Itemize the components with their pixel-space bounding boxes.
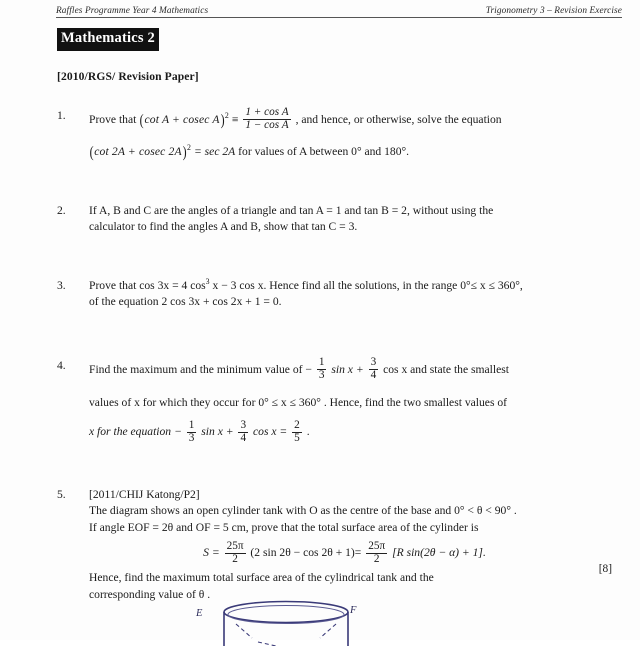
q4-fraction-2-denominator: 4 [370,369,377,382]
figure-label-f: F [350,605,357,616]
q3-cos-power: 3 [205,277,210,287]
q4-fraction-4-numerator: 3 [240,418,247,431]
q1-expr-2-rhs: = sec 2A [193,145,236,159]
cylinder-dashed-left [236,624,252,638]
q4-text-b: sin x + [331,363,364,377]
q4-fraction-5-denominator: 5 [294,431,300,444]
q1-fraction-numerator: 1 + cos A [245,106,289,119]
q5-fraction-1-numerator: 25π [226,539,244,552]
question-2-number: 2. [57,204,66,217]
q1-expr-2-inner: cot 2A + cosec 2A [94,145,182,159]
q1-text-b: , and hence, or otherwise, solve the equation [295,113,502,127]
q1-expr-2-paren-open: ( [89,143,94,161]
q3-text-b: x − 3 cos x. Hence find all the solutions, in the range 0°≤ x ≤ 360°, [212,279,523,292]
q1-line-2-tail: for values of A between 0° and 180°. [238,145,410,159]
q4-line3-text-a: x for the equation − [89,425,182,439]
q4-fraction-3-numerator: 1 [188,418,195,431]
question-5-marks: [8] [598,563,612,575]
question-5-line-2: If angle EOF = 2θ and OF = 5 cm, prove that the total surface area of the cylinder is [89,520,479,534]
q1-text-a: Prove that [89,113,137,127]
q4-fraction-4-denominator: 4 [240,431,247,444]
q4-fraction-3 [187,420,197,445]
q3-text-a: Prove that cos 3x = 4 cos [89,279,206,292]
question-4-line-1 [89,358,626,383]
q4-line3-text-c: cos x = [253,425,288,439]
question-4-line-3 [89,420,626,445]
q4-fraction-2 [369,357,379,382]
q5-fraction-2 [366,541,387,566]
question-3-number: 3. [57,279,66,292]
header-right-text: Trigonometry 3 – Revision Exercise [485,6,622,16]
q4-fraction-5-numerator: 2 [294,418,300,431]
cylinder-dashed-right [320,624,336,638]
question-5-number: 5. [57,488,66,501]
q1-expr-2-paren-close: ) [182,143,187,161]
q1-paren-open: ( [139,111,144,129]
q4-fraction-1-numerator: 1 [318,356,325,369]
q5-fraction-1-denominator: 2 [225,553,246,566]
question-4-body [89,358,626,445]
cylinder-svg [206,600,366,646]
question-2-line-1: If A, B and C are the angles of a triangle and tan A = 1 and tan B = 2, without using the [89,204,494,217]
q4-fraction-3-denominator: 3 [188,431,195,444]
q5-fraction-1 [225,541,246,566]
question-1-body [89,108,626,164]
question-3-body [89,278,626,311]
q1-expr-1-inner: cot A + cosec A [144,113,220,127]
q1-expr-2-power: 2 [186,143,192,153]
paper-source-tag: [2010/RGS/ Revision Paper] [57,70,199,83]
question-1-line-1 [89,108,626,133]
q4-fraction-1 [317,357,327,382]
question-5-line-3: Hence, find the maximum total surface area of the cylindrical tank and the [89,571,434,585]
question-2-line-2: calculator to find the angles A and B, show that tan C = 3. [89,220,358,234]
q5-eq-lhs: S = [203,546,220,560]
cylinder-diagram [206,600,366,646]
q5-fraction-2-denominator: 2 [366,553,387,566]
question-2 [57,203,626,236]
page-running-header [56,6,622,18]
page-title: Mathematics 2 [57,28,159,51]
question-3-line-2: of the equation 2 cos 3x + cos 2x + 1 = 0. [89,295,282,309]
question-4-line-2: values of x for which they occur for 0° ≤ x ≤ 360° . Hence, find the two smallest values of [89,395,508,409]
q4-fraction-1-denominator: 3 [318,369,325,382]
q4-line3-period: . [306,425,310,439]
header-left-text: Raffles Programme Year 4 Mathematics [56,6,209,16]
question-5-line-4: corresponding value of θ . [89,587,211,601]
q4-fraction-5 [292,420,302,445]
q4-text-a: Find the maximum and the minimum value of − [89,363,312,377]
q5-eq-middle: (2 sin 2θ − cos 2θ + 1)= [250,546,362,560]
q5-eq-tail: [R sin(2θ − α) + 1]. [392,546,486,560]
question-3-line-1 [89,278,626,294]
question-5 [57,487,626,603]
question-3 [57,278,626,311]
q4-fraction-2-numerator: 3 [370,356,377,369]
question-5-equation [63,541,626,566]
question-5-body [89,487,626,603]
q1-expr-1-power: 2 [224,111,229,121]
q1-equiv-sign: ≡ [231,113,239,127]
q1-paren-close: ) [220,111,225,129]
question-2-body [89,203,626,236]
question-1-line-2 [89,142,626,164]
q4-fraction-4 [238,420,248,445]
question-5-line-1: The diagram shows an open cylinder tank with O as the centre of the base and 0° < θ < 90° . [89,504,517,518]
q4-text-c: cos x and state the smallest [383,363,509,377]
q1-expr-2 [89,143,192,161]
cylinder-dashed-base-left [258,642,276,646]
cylinder-top-rim [224,602,348,623]
question-5-source: [2011/CHIJ Katong/P2] [89,488,200,501]
q1-fraction [243,107,290,132]
figure-label-e: E [196,608,203,619]
cylinder-inner-rim [228,606,344,624]
question-1-number: 1. [57,109,66,122]
question-1 [57,108,626,164]
question-4-number: 4. [57,359,66,372]
question-4 [57,358,626,445]
q1-fraction-denominator: 1 − cos A [245,119,289,132]
q1-expr-1 [139,111,229,129]
q5-fraction-2-numerator: 25π [368,539,386,552]
q4-line3-text-b: sin x + [201,425,234,439]
